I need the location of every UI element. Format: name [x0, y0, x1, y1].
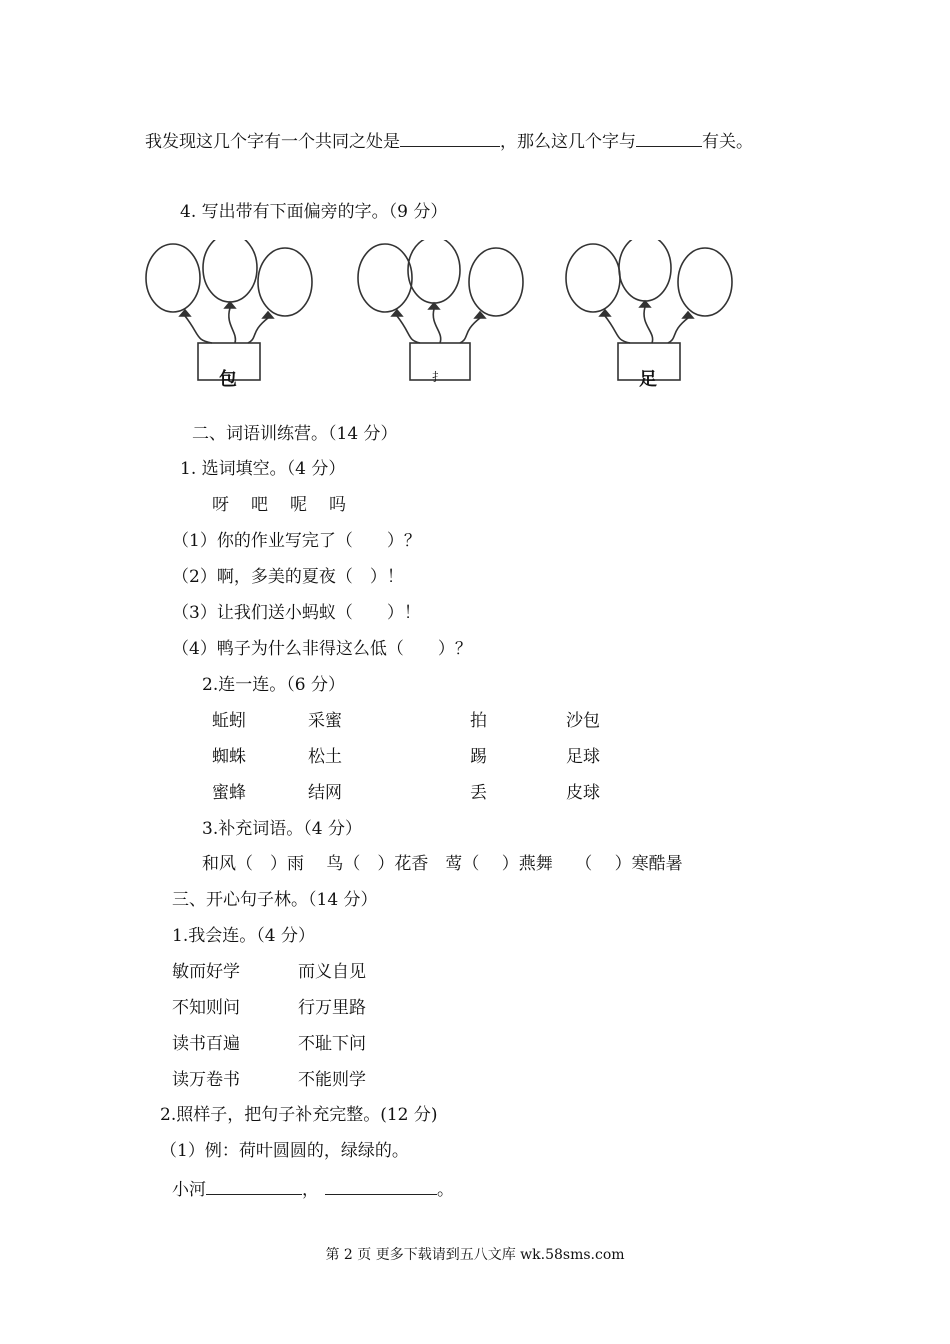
match-left-b: 采蜜: [308, 711, 342, 731]
proverb-right: 而义自见: [298, 962, 366, 982]
match-left-b: 松土: [308, 747, 342, 767]
intro-text-after: 有关。: [702, 132, 753, 152]
option-word: 吗: [329, 495, 346, 515]
fill-item-1: （1）你的作业写完了（ ）？: [172, 531, 421, 551]
proverb-left: 读书百遍: [172, 1034, 240, 1054]
fill-item-4: （4）鸭子为什么非得这么低（ ）？: [172, 639, 472, 659]
s3-q2-title: 2.照样子，把句子补充完整。(12 分): [160, 1105, 438, 1125]
sentence-end: 。: [437, 1180, 454, 1200]
proverb-right: 行万里路: [298, 998, 366, 1018]
match-right-b: 足球: [566, 747, 600, 767]
option-word: 呀: [212, 495, 229, 515]
balloon-group-1: [146, 240, 312, 380]
match-right-b: 沙包: [566, 711, 600, 731]
proverb-left: 读万卷书: [172, 1070, 240, 1090]
answer-blank-2[interactable]: [636, 128, 702, 147]
sentence-comma: ，: [302, 1180, 319, 1200]
balloon-group-2: [358, 240, 523, 380]
match-left-a: 蚯蚓: [212, 711, 246, 731]
match-right-a: 拍: [470, 711, 487, 731]
option-word: 呢: [290, 495, 307, 515]
section3-title: 三、开心句子林。（14 分）: [172, 890, 378, 910]
balloon-group-3: [566, 240, 732, 380]
s2-q3-title: 3.补充词语。（4 分）: [202, 819, 362, 839]
proverb-right: 不耻下问: [298, 1034, 366, 1054]
radical-label-3: 足: [639, 369, 657, 390]
intro-text-middle: ，那么这几个字与: [500, 132, 636, 152]
proverb-right: 不能则学: [298, 1070, 366, 1090]
option-word: 吧: [251, 495, 268, 515]
intro-line: [145, 128, 753, 154]
fill-item-2: （2）啊，多美的夏夜（ ）！: [172, 567, 404, 587]
radical-label-2: 扌: [432, 370, 445, 384]
s2-q2-title: 2.连一连。（6 分）: [202, 675, 345, 695]
sentence-fill-line: [172, 1176, 454, 1202]
word-options: [212, 493, 346, 517]
match-right-a: 丢: [470, 783, 487, 803]
sentence-blank-2[interactable]: [325, 1176, 437, 1195]
q4-title: 4. 写出带有下面偏旁的字。（9 分）: [180, 202, 448, 222]
idiom-fill-line: 和风（ ）雨 鸟（ ）花香 莺（ ）燕舞 （ ）寒酷暑: [202, 854, 683, 874]
match-left-b: 结网: [308, 783, 342, 803]
match-left-a: 蜘蛛: [212, 747, 246, 767]
proverb-left: 敏而好学: [172, 962, 240, 982]
radical-label-1: 包: [219, 369, 237, 390]
s3-q1-title: 1.我会连。（4 分）: [172, 926, 315, 946]
match-right-b: 皮球: [566, 783, 600, 803]
s2-q1-title: 1. 选词填空。（4 分）: [180, 459, 346, 479]
match-right-a: 踢: [470, 747, 487, 767]
page-footer: 第 2 页 更多下载请到五八文库 wk.58sms.com: [325, 1247, 625, 1263]
intro-text-before: 我发现这几个字有一个共同之处是: [145, 132, 400, 152]
section2-title: 二、词语训练营。（14 分）: [192, 424, 398, 444]
fill-item-3: （3）让我们送小蚂蚁（ ）！: [172, 603, 421, 623]
proverb-left: 不知则问: [172, 998, 240, 1018]
match-left-a: 蜜蜂: [212, 783, 246, 803]
answer-blank-1[interactable]: [400, 128, 500, 147]
example-sentence: （1）例：荷叶圆圆的，绿绿的。: [160, 1141, 409, 1161]
sentence-start: 小河: [172, 1180, 206, 1200]
sentence-blank-1[interactable]: [206, 1176, 302, 1195]
